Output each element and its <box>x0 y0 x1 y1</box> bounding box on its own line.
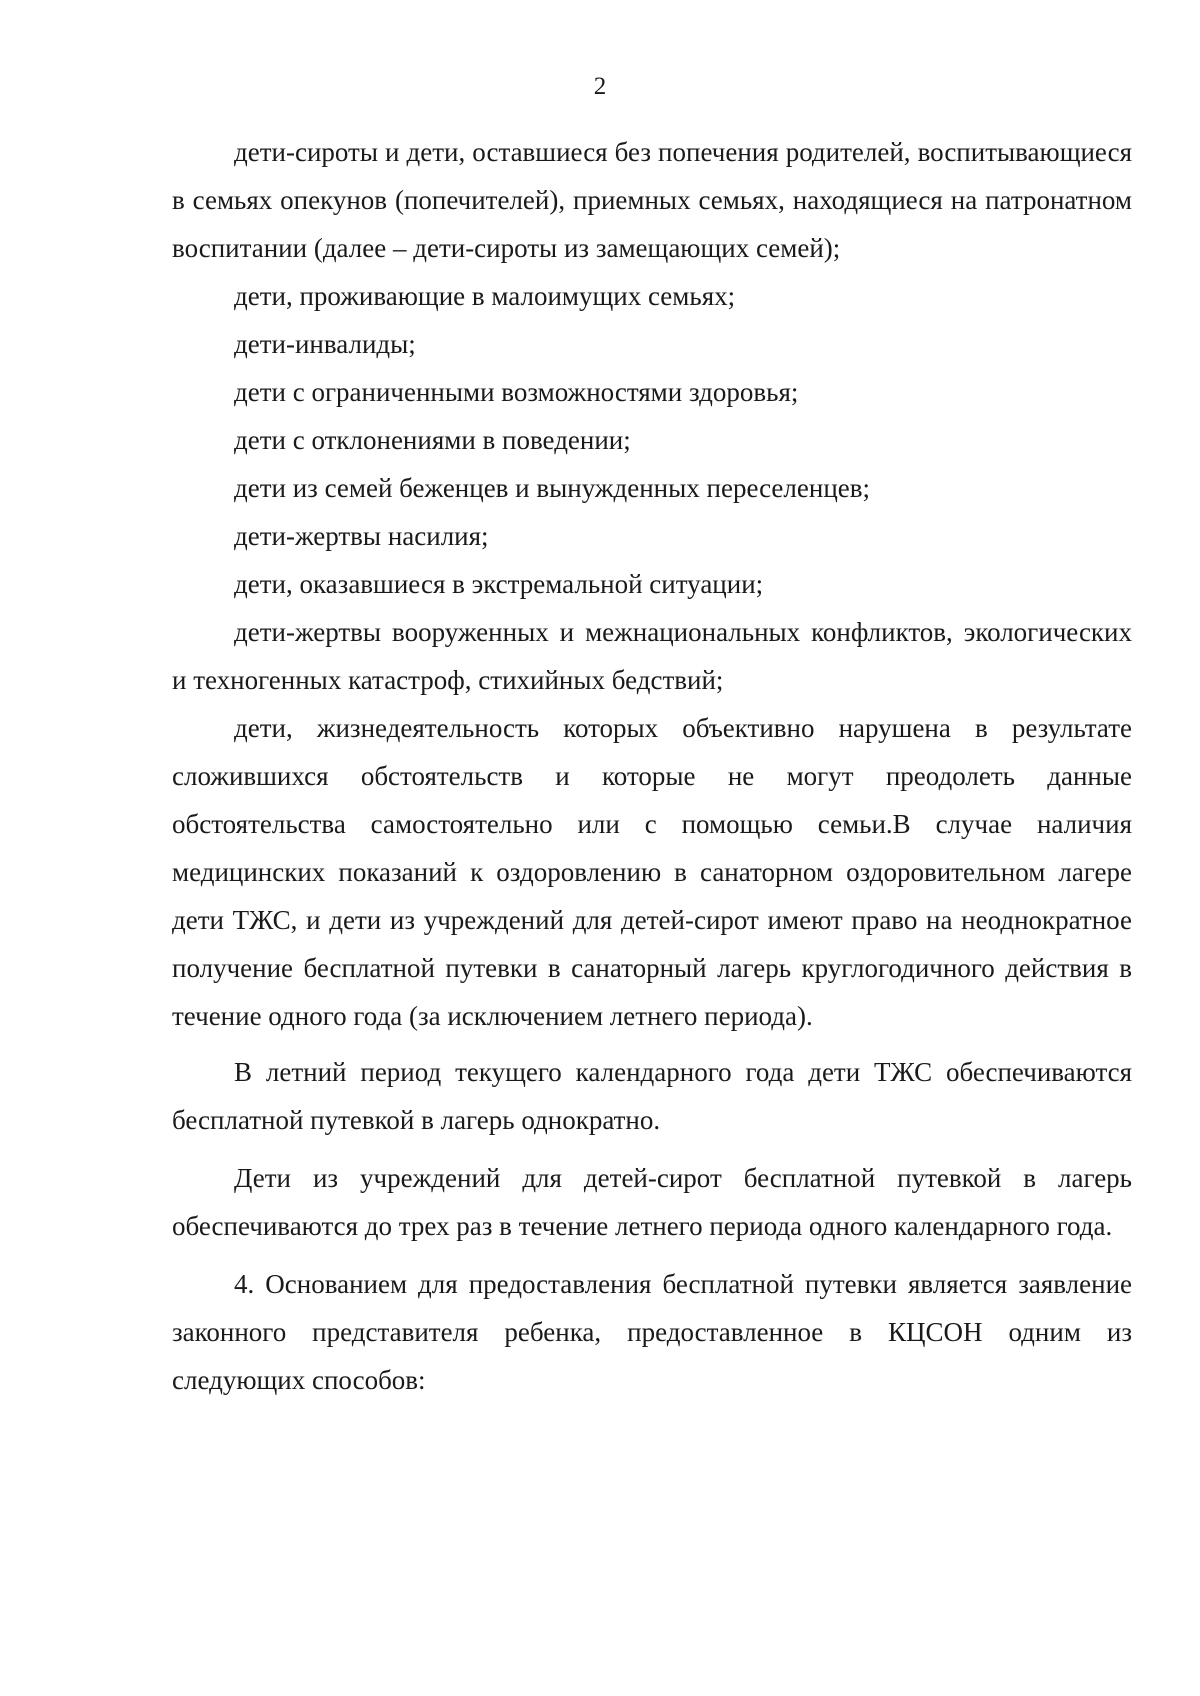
paragraph-summer-tjs: В летний период текущего календарного года дети ТЖС обеспечиваются бесплатной путевкой в лагерь однократно. <box>172 1057 1132 1135</box>
paragraph-item-4: 4. Основанием для предоставления бесплатной путевки является заявление законного представителя ребенка, предоставленное в КЦСОН одним из следующих способов: <box>172 1269 1132 1395</box>
paragraph-extreme: дети, оказавшиеся в экстремальной ситуации; <box>234 569 764 599</box>
paragraph-behavior: дети с отклонениями в поведении; <box>234 425 631 455</box>
document-body <box>172 128 1132 1404</box>
paragraph-orphans: дети-сироты и дети, оставшиеся без попечения родителей, воспитывающиеся в семьях опекунов (попечителей), приемных семьях, находящиеся на патронатном воспитании (далее – дети-сироты из замещающих семей); <box>172 137 1132 263</box>
paragraph-limited-health: дети с ограниченными возможностями здоровья; <box>234 377 799 407</box>
paragraph-low-income: дети, проживающие в малоимущих семьях; <box>234 281 736 311</box>
paragraph-conflicts: дети-жертвы вооруженных и межнациональных конфликтов, экологических и техногенных катастроф, стихийных бедствий; <box>172 617 1132 695</box>
paragraph-disabled: дети-инвалиды; <box>234 329 416 359</box>
paragraph-life-disrupted: дети, жизнедеятельность которых объективно нарушена в результате сложившихся обстоятельств и которые не могут преодолеть данные обстоятельства самостоятельно или с помощью семьи.В случае наличия медицинских показаний к оздоровлению в санаторном оздоровительном лагере дети ТЖС, и дети из учреждений для детей-сирот имеют право на неоднократное получение бесплатной путевки в санаторный лагерь круглогодичного действия в течение одного года (за исключением летнего периода). <box>172 713 1132 1031</box>
paragraph-orphan-institutions: Дети из учреждений для детей-сирот бесплатной путевкой в лагерь обеспечиваются до трех раз в течение летнего периода одного календарного года. <box>172 1163 1132 1241</box>
paragraph-refugees: дети из семей беженцев и вынужденных переселенцев; <box>234 473 871 503</box>
paragraph-violence: дети-жертвы насилия; <box>234 521 489 551</box>
page-number: 2 <box>593 73 607 100</box>
